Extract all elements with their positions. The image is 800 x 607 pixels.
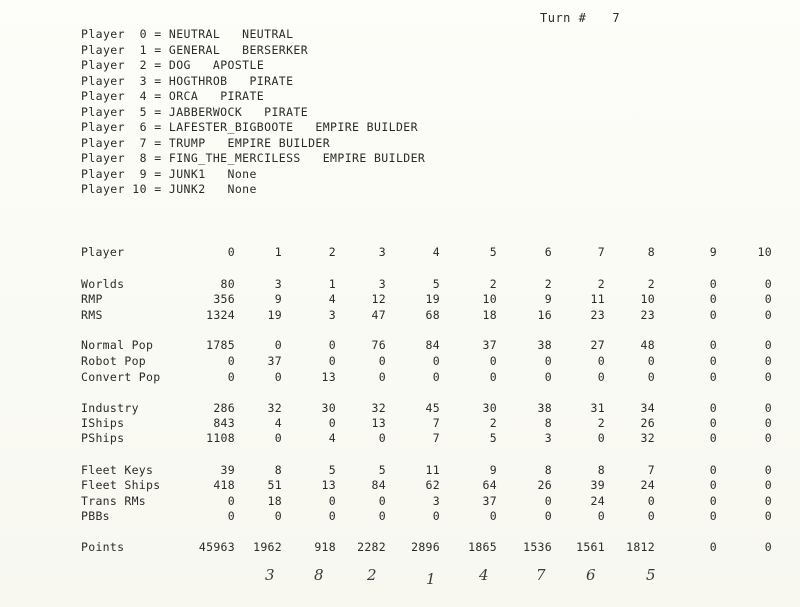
player-label: Player 2 [81,58,147,72]
handwritten-rank: 3 [265,566,275,584]
player-label: Player 1 [81,42,147,57]
table-cell: 1536 [523,540,552,554]
player-equals: = [154,166,162,181]
table-cell: 0 [764,354,772,368]
handwritten-rank: 6 [586,566,596,584]
table-cell: 0 [647,370,655,384]
player-type: PIRATE [249,73,294,88]
table-cell: 62 [425,478,440,492]
column-header: 10 [757,245,772,259]
table-cell: 0 [597,370,605,384]
turn-value: 7 [612,11,621,25]
player-name: NEUTRAL [168,27,221,41]
player-name: JUNK2 [168,182,206,196]
player-name: FING_THE_MERCILESS [168,151,301,165]
table-cell: 18 [267,494,282,508]
column-header: 4 [432,245,440,259]
table-cell: 84 [425,338,440,352]
row-label: Normal Pop [81,338,154,352]
row-label: Worlds [81,277,125,291]
handwritten-rank: 5 [646,566,656,584]
table-cell: 1 [328,277,336,291]
column-header: 1 [274,245,282,259]
table-cell: 0 [597,431,605,445]
table-cell: 26 [640,416,655,430]
table-cell: 11 [590,292,605,306]
table-cell: 0 [764,370,772,384]
player-equals: = [154,58,162,72]
table-cell: 2896 [411,540,440,554]
player-label: Player 8 [81,151,147,165]
player-name: JUNK1 [168,166,206,181]
table-cell: 0 [328,494,336,508]
column-header: 0 [227,245,235,259]
table-cell: 0 [709,509,717,523]
row-label: RMS [81,308,103,322]
table-cell: 0 [709,416,717,430]
table-cell: 0 [764,431,772,445]
table-cell: 30 [482,401,497,415]
table-cell: 37 [267,354,282,368]
player-label: Player 9 [81,166,147,181]
table-cell: 4 [328,431,336,445]
player-equals: = [154,135,162,150]
table-cell: 0 [328,416,336,430]
player-equals: = [154,27,162,41]
player-type: None [227,182,257,196]
table-cell: 3 [432,494,440,508]
table-cell: 843 [213,416,235,430]
table-cell: 0 [328,354,336,368]
player-type: EMPIRE BUILDER [322,151,426,165]
column-header: 9 [709,245,717,259]
table-cell: 4 [328,292,336,306]
table-cell: 38 [537,401,552,415]
table-cell: 0 [544,354,552,368]
table-cell: 0 [544,370,552,384]
table-cell: 0 [764,463,772,477]
table-cell: 2 [647,277,655,291]
table-cell: 2 [597,416,605,430]
table-cell: 0 [227,494,235,508]
column-header: 7 [597,245,605,259]
table-cell: 30 [321,401,336,415]
table-cell: 9 [489,463,497,477]
table-cell: 0 [709,463,717,477]
handwritten-rank: 1 [426,570,436,588]
row-label: IShips [81,416,125,430]
table-cell: 51 [267,478,282,492]
table-cell: 23 [590,308,605,322]
table-cell: 0 [432,354,440,368]
table-cell: 0 [378,494,386,508]
table-cell: 0 [489,354,497,368]
table-cell: 64 [482,478,497,492]
table-cell: 34 [640,401,655,415]
handwritten-rank: 7 [536,566,546,584]
table-cell: 3 [328,308,336,322]
row-label: Industry [81,401,139,415]
table-cell: 1324 [206,308,235,322]
table-cell: 19 [267,308,282,322]
column-header: 3 [378,245,386,259]
table-cell: 10 [482,292,497,306]
table-cell: 23 [640,308,655,322]
player-name: ORCA [168,89,199,103]
player-equals: = [154,104,162,119]
table-cell: 0 [544,509,552,523]
row-label: Trans RMs [81,494,147,508]
table-cell: 0 [764,277,772,291]
table-cell: 0 [764,509,772,523]
player-label: Player 4 [81,89,147,103]
table-cell: 0 [227,509,235,523]
table-cell: 7 [432,431,440,445]
row-label: PBBs [81,509,110,523]
table-cell: 7 [647,463,655,477]
table-cell: 2 [489,416,497,430]
table-cell: 76 [371,338,386,352]
table-cell: 31 [590,401,605,415]
table-cell: 32 [267,401,282,415]
handwritten-rank: 4 [479,566,489,584]
table-cell: 4 [274,416,282,430]
table-cell: 48 [640,338,655,352]
table-cell: 0 [597,509,605,523]
table-cell: 37 [482,338,497,352]
table-cell: 2282 [357,540,386,554]
player-label: Player 3 [81,73,147,88]
table-cell: 0 [647,509,655,523]
player-label: Player 10 [81,182,147,196]
row-label: Fleet Keys [81,463,154,477]
table-cell: 0 [709,431,717,445]
table-cell: 1108 [206,431,235,445]
player-equals: = [154,42,162,57]
player-label: Player 5 [81,104,147,119]
table-cell: 37 [482,494,497,508]
table-cell: 0 [764,401,772,415]
player-type: APOSTLE [212,58,265,72]
table-cell: 418 [213,478,235,492]
table-cell: 13 [321,478,336,492]
table-cell: 84 [371,478,386,492]
table-cell: 0 [378,354,386,368]
table-cell: 1812 [626,540,655,554]
table-cell: 0 [378,509,386,523]
table-cell: 0 [764,416,772,430]
table-cell: 0 [764,338,772,352]
column-header: 5 [489,245,497,259]
table-cell: 39 [590,478,605,492]
player-type: None [227,166,257,181]
table-cell: 0 [764,308,772,322]
table-cell: 0 [764,478,772,492]
table-cell: 32 [640,431,655,445]
row-label: Fleet Ships [81,478,161,492]
table-cell: 2 [544,277,552,291]
table-cell: 0 [709,540,717,554]
table-cell: 8 [544,416,552,430]
table-cell: 918 [314,540,336,554]
player-equals: = [154,182,162,196]
table-cell: 0 [647,494,655,508]
table-cell: 0 [227,354,235,368]
table-cell: 0 [489,509,497,523]
table-cell: 24 [590,494,605,508]
row-label: Points [81,540,125,554]
table-cell: 0 [274,509,282,523]
player-label: Player 0 [81,27,147,41]
table-cell: 0 [432,370,440,384]
table-cell: 0 [378,431,386,445]
table-cell: 11 [425,463,440,477]
table-cell: 19 [425,292,440,306]
player-equals: = [154,151,162,165]
player-name: LAFESTER_BIGBOOTE [168,120,294,134]
table-cell: 0 [274,370,282,384]
player-label: Player 6 [81,120,147,134]
table-header-label: Player [81,245,125,259]
table-cell: 0 [432,509,440,523]
table-cell: 0 [647,354,655,368]
table-cell: 2 [597,277,605,291]
table-cell: 8 [597,463,605,477]
player-equals: = [154,89,162,103]
player-type: PIRATE [264,104,309,119]
row-label: RMP [81,292,103,306]
table-cell: 0 [597,354,605,368]
table-cell: 1865 [468,540,497,554]
table-cell: 0 [328,338,336,352]
table-cell: 0 [544,494,552,508]
table-cell: 0 [709,292,717,306]
player-name: TRUMP [168,135,206,150]
column-header: 8 [647,245,655,259]
table-cell: 16 [537,308,552,322]
table-cell: 0 [709,308,717,322]
table-cell: 0 [227,370,235,384]
player-type: EMPIRE BUILDER [315,120,418,134]
table-cell: 0 [764,494,772,508]
player-label: Player 7 [81,135,147,150]
column-header: 2 [328,245,336,259]
table-cell: 3 [544,431,552,445]
table-cell: 0 [274,338,282,352]
table-cell: 18 [482,308,497,322]
player-type: BERSERKER [242,42,309,57]
table-cell: 0 [709,277,717,291]
table-cell: 0 [709,494,717,508]
player-type: PIRATE [220,89,265,103]
row-label: PShips [81,431,125,445]
turn-label: Turn # [540,11,587,25]
player-equals: = [154,120,162,134]
table-cell: 0 [709,354,717,368]
table-cell: 5 [489,431,497,445]
table-cell: 38 [537,338,552,352]
table-cell: 0 [764,540,772,554]
table-cell: 5 [378,463,386,477]
table-cell: 24 [640,478,655,492]
table-cell: 45963 [198,540,235,554]
row-label: Robot Pop [81,354,147,368]
table-cell: 5 [328,463,336,477]
table-cell: 0 [274,431,282,445]
player-name: HOGTHROB [168,73,228,88]
table-cell: 0 [378,370,386,384]
table-cell: 0 [709,370,717,384]
table-cell: 1561 [576,540,605,554]
table-cell: 26 [537,478,552,492]
handwritten-rank: 8 [314,566,324,584]
table-cell: 0 [709,401,717,415]
table-cell: 0 [328,509,336,523]
table-cell: 68 [425,308,440,322]
player-equals: = [154,73,162,88]
table-cell: 80 [220,277,235,291]
table-cell: 0 [709,478,717,492]
player-name: JABBERWOCK [168,104,243,119]
table-cell: 45 [425,401,440,415]
column-header: 6 [544,245,552,259]
table-cell: 7 [432,416,440,430]
table-cell: 1785 [206,338,235,352]
table-cell: 13 [371,416,386,430]
table-cell: 12 [371,292,386,306]
table-cell: 13 [321,370,336,384]
table-cell: 1962 [253,540,282,554]
player-type: NEUTRAL [242,27,294,41]
table-cell: 356 [213,292,235,306]
table-cell: 3 [378,277,386,291]
table-cell: 286 [213,401,235,415]
table-cell: 9 [544,292,552,306]
table-cell: 9 [274,292,282,306]
table-cell: 2 [489,277,497,291]
player-name: GENERAL [168,42,221,57]
table-cell: 8 [544,463,552,477]
handwritten-rank: 2 [367,566,377,584]
row-label: Convert Pop [81,370,161,384]
player-name: DOG [168,58,191,72]
table-cell: 8 [274,463,282,477]
table-cell: 0 [489,370,497,384]
table-cell: 39 [220,463,235,477]
player-type: EMPIRE BUILDER [227,135,331,150]
table-cell: 0 [709,338,717,352]
table-cell: 10 [640,292,655,306]
table-cell: 47 [371,308,386,322]
table-cell: 3 [274,277,282,291]
table-cell: 32 [371,401,386,415]
table-cell: 5 [432,277,440,291]
table-cell: 0 [764,292,772,306]
table-cell: 27 [590,338,605,352]
